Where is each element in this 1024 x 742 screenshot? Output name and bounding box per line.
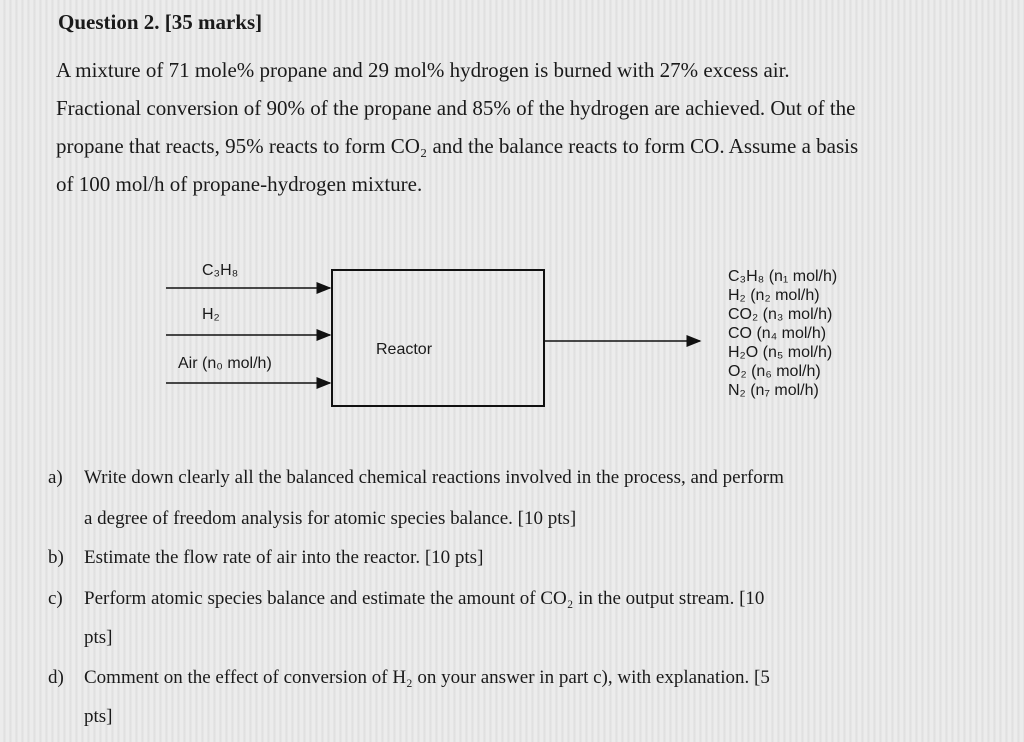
part-text-line: a degree of freedom analysis for atomic species balance. [10 pts] <box>84 508 577 529</box>
problem-statement-line: A mixture of 71 mole% propane and 29 mol% hydrogen is burned with 27% excess air. <box>56 58 790 82</box>
part-text-line: pts] <box>84 627 113 648</box>
part-text-line: pts] <box>84 706 113 727</box>
part-letter: d) <box>48 667 64 688</box>
outlet-label: C₃H₈ (n₁ mol/h) <box>728 268 838 285</box>
part-text-line: Comment on the effect of conversion of H₂ on your answer in part c), with explanation. [5 <box>84 667 770 688</box>
outlet-label: H₂O (n₅ mol/h) <box>728 344 833 361</box>
part-text-line: Perform atomic species balance and estimate the amount of CO₂ in the output stream. [10 <box>84 588 765 609</box>
outlet-label: CO (n₄ mol/h) <box>728 325 827 342</box>
part-text-line: Estimate the flow rate of air into the reactor. [10 pts] <box>84 547 484 568</box>
question-heading: Question 2. [35 marks] <box>58 10 263 34</box>
inlet-label-propane: C₃H₈ <box>202 262 239 279</box>
part-letter: c) <box>48 588 63 609</box>
outlet-label: O₂ (n₆ mol/h) <box>728 363 821 380</box>
outlet-label: N₂ (n₇ mol/h) <box>728 382 819 399</box>
problem-statement-line: propane that reacts, 95% reacts to form CO₂ and the balance reacts to form CO. Assume a basis <box>56 134 859 158</box>
outlet-label: CO₂ (n₃ mol/h) <box>728 306 833 323</box>
part-letter: a) <box>48 467 63 488</box>
outlet-label: H₂ (n₂ mol/h) <box>728 287 820 304</box>
part-text-line: Write down clearly all the balanced chemical reactions involved in the process, and perform <box>84 467 784 488</box>
inlet-label-hydrogen: H₂ <box>202 306 220 323</box>
reactor-box <box>332 270 544 406</box>
process-flow-diagram <box>160 250 880 430</box>
part-letter: b) <box>48 547 64 568</box>
problem-statement-line: Fractional conversion of 90% of the propane and 85% of the hydrogen are achieved. Out of the <box>56 96 856 120</box>
reactor-label: Reactor <box>376 341 433 358</box>
problem-statement-line: of 100 mol/h of propane-hydrogen mixture. <box>56 172 423 196</box>
inlet-label-air: Air (n₀ mol/h) <box>178 355 272 372</box>
